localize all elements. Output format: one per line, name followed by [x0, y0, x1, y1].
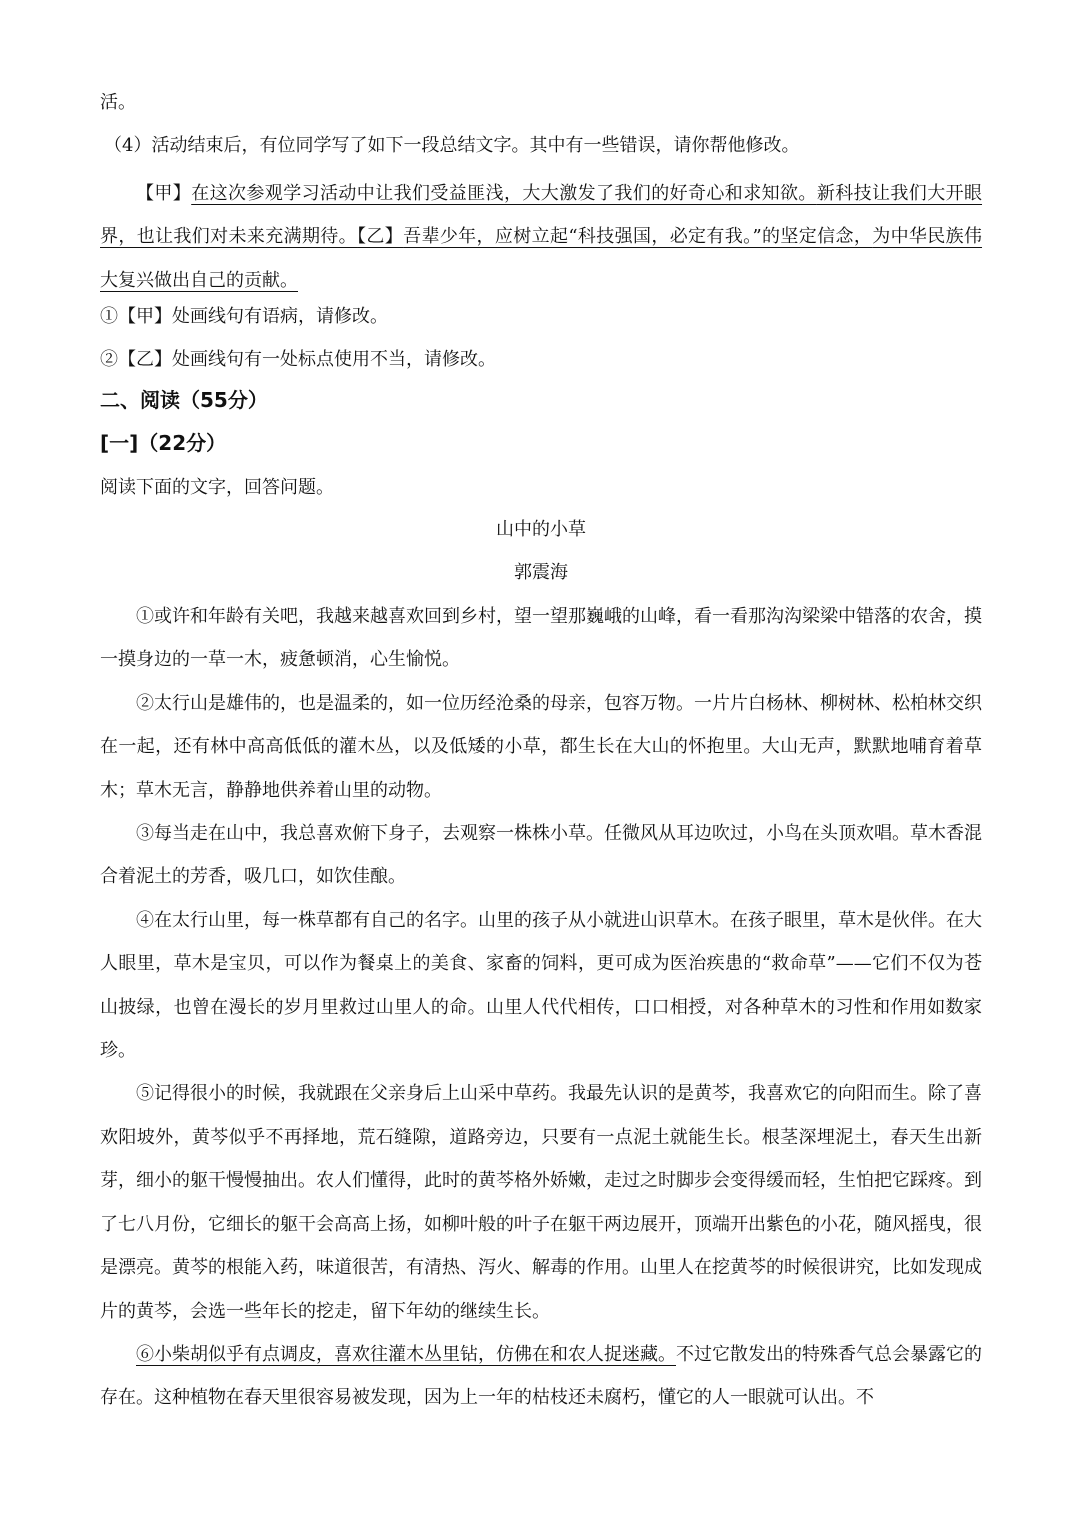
continuation-text: 活。	[100, 92, 136, 113]
underlined-sentence-6: ⑥小柴胡似乎有点调皮，喜欢往灌木丛里钻，仿佛在和农人捉迷藏。	[136, 1343, 676, 1365]
article-paragraph-4: ④在太行山里，每一株草都有自己的名字。山里的孩子从小就进山识草木。在孩子眼里，草木是伙伴。在大人眼里，草木是宝贝，可以作为餐桌上的美食、家畜的饲料，更可成为医治疾患的“救命草”——它们不仅为苍山披绿，也曾在漫长的岁月里救过山里人的命。山里人代代相传，口口相授，对各种草木的习性和作用如数家珍。	[100, 909, 982, 1062]
tag-b: 【乙】	[357, 226, 404, 248]
reading-instruction: 阅读下面的文字，回答问题。	[100, 477, 334, 498]
sub-question-2: ②【乙】处画线句有一处标点使用不当，请修改。	[100, 349, 496, 370]
underlined-sentence-a: 在这次参观学习活动中让我们受益匪浅，大大激发了我们的好奇心和求知欲。	[191, 183, 817, 204]
sub-question-1: ①【甲】处画线句有语病，请修改。	[100, 306, 388, 327]
question-4-prompt: （4）活动结束后，有位同学写了如下一段总结文字。其中有一些错误，请你帮他修改。	[104, 135, 800, 156]
article-paragraph-6	[100, 1333, 982, 1420]
article-title: 山中的小草	[496, 519, 586, 540]
tag-a: 【甲】	[136, 183, 192, 204]
paragraph-6-rest: 不过它散发出的特殊香气总会暴露它的存在。这种植物在春天里很容易被发现，因为上一年的枯枝还未腐朽，懂它的人一眼就可认出。不	[100, 1343, 982, 1409]
underlined-sentence-b: 吾辈少年，应树立起“科技强国，必定有我。”的坚定信念，	[403, 226, 873, 248]
article-paragraph-5: ⑤记得很小的时候，我就跟在父亲身后上山采中草药。我最先认识的是黄芩，我喜欢它的向阳而生。除了喜欢阳坡外，黄芩似乎不再择地，荒石缝隙，道路旁边，只要有一点泥土就能生长。根茎深埋泥土，春天生出新芽，细小的躯干慢慢抽出。农人们懂得，此时的黄芩格外娇嫩，走过之时脚步会变得缓而轻，生怕把它踩疼。到了七八月份，它细长的躯干会高高上扬，如柳叶般的叶子在躯干两边展开，顶端开出紫色的小花，随风摇曳，很是漂亮。黄芩的根能入药，味道很苦，有清热、泻火、解毒的作用。山里人在挖黄芩的时候很讲究，比如发现成片的黄芩，会选一些年长的挖走，留下年幼的继续生长。	[100, 1083, 982, 1322]
summary-middle: 新科技让我们大开眼界，也让我们对未来充满期待。	[100, 183, 983, 248]
article-paragraph-2: ②太行山是雄伟的，也是温柔的，如一位历经沧桑的母亲，包容万物。一片片白杨林、柳树林、松柏林交织在一起，还有林中高高低低的灌木丛，以及低矮的小草，都生长在大山的怀抱里。大山无声，默默地哺育着草木；草木无言，静静地供养着山里的动物。	[100, 692, 982, 801]
section-title: 二、阅读（55分）	[100, 388, 268, 412]
summary-tail: 为中华民族伟大复兴做出自己的贡献。	[100, 226, 983, 291]
subsection-title: [一]（22分）	[100, 431, 227, 455]
summary-paragraph	[100, 172, 982, 302]
article-author: 郭震海	[514, 562, 568, 583]
article-paragraph-3: ③每当走在山中，我总喜欢俯下身子，去观察一株株小草。任微风从耳边吹过，小鸟在头顶欢唱。草木香混合着泥土的芳香，吸几口，如饮佳酿。	[100, 823, 982, 888]
article-body	[100, 595, 982, 1420]
article-paragraph-1: ①或许和年龄有关吧，我越来越喜欢回到乡村，望一望那巍峨的山峰，看一看那沟沟梁梁中错落的农舍，摸一摸身边的一草一木，疲惫顿消，心生愉悦。	[100, 606, 982, 671]
